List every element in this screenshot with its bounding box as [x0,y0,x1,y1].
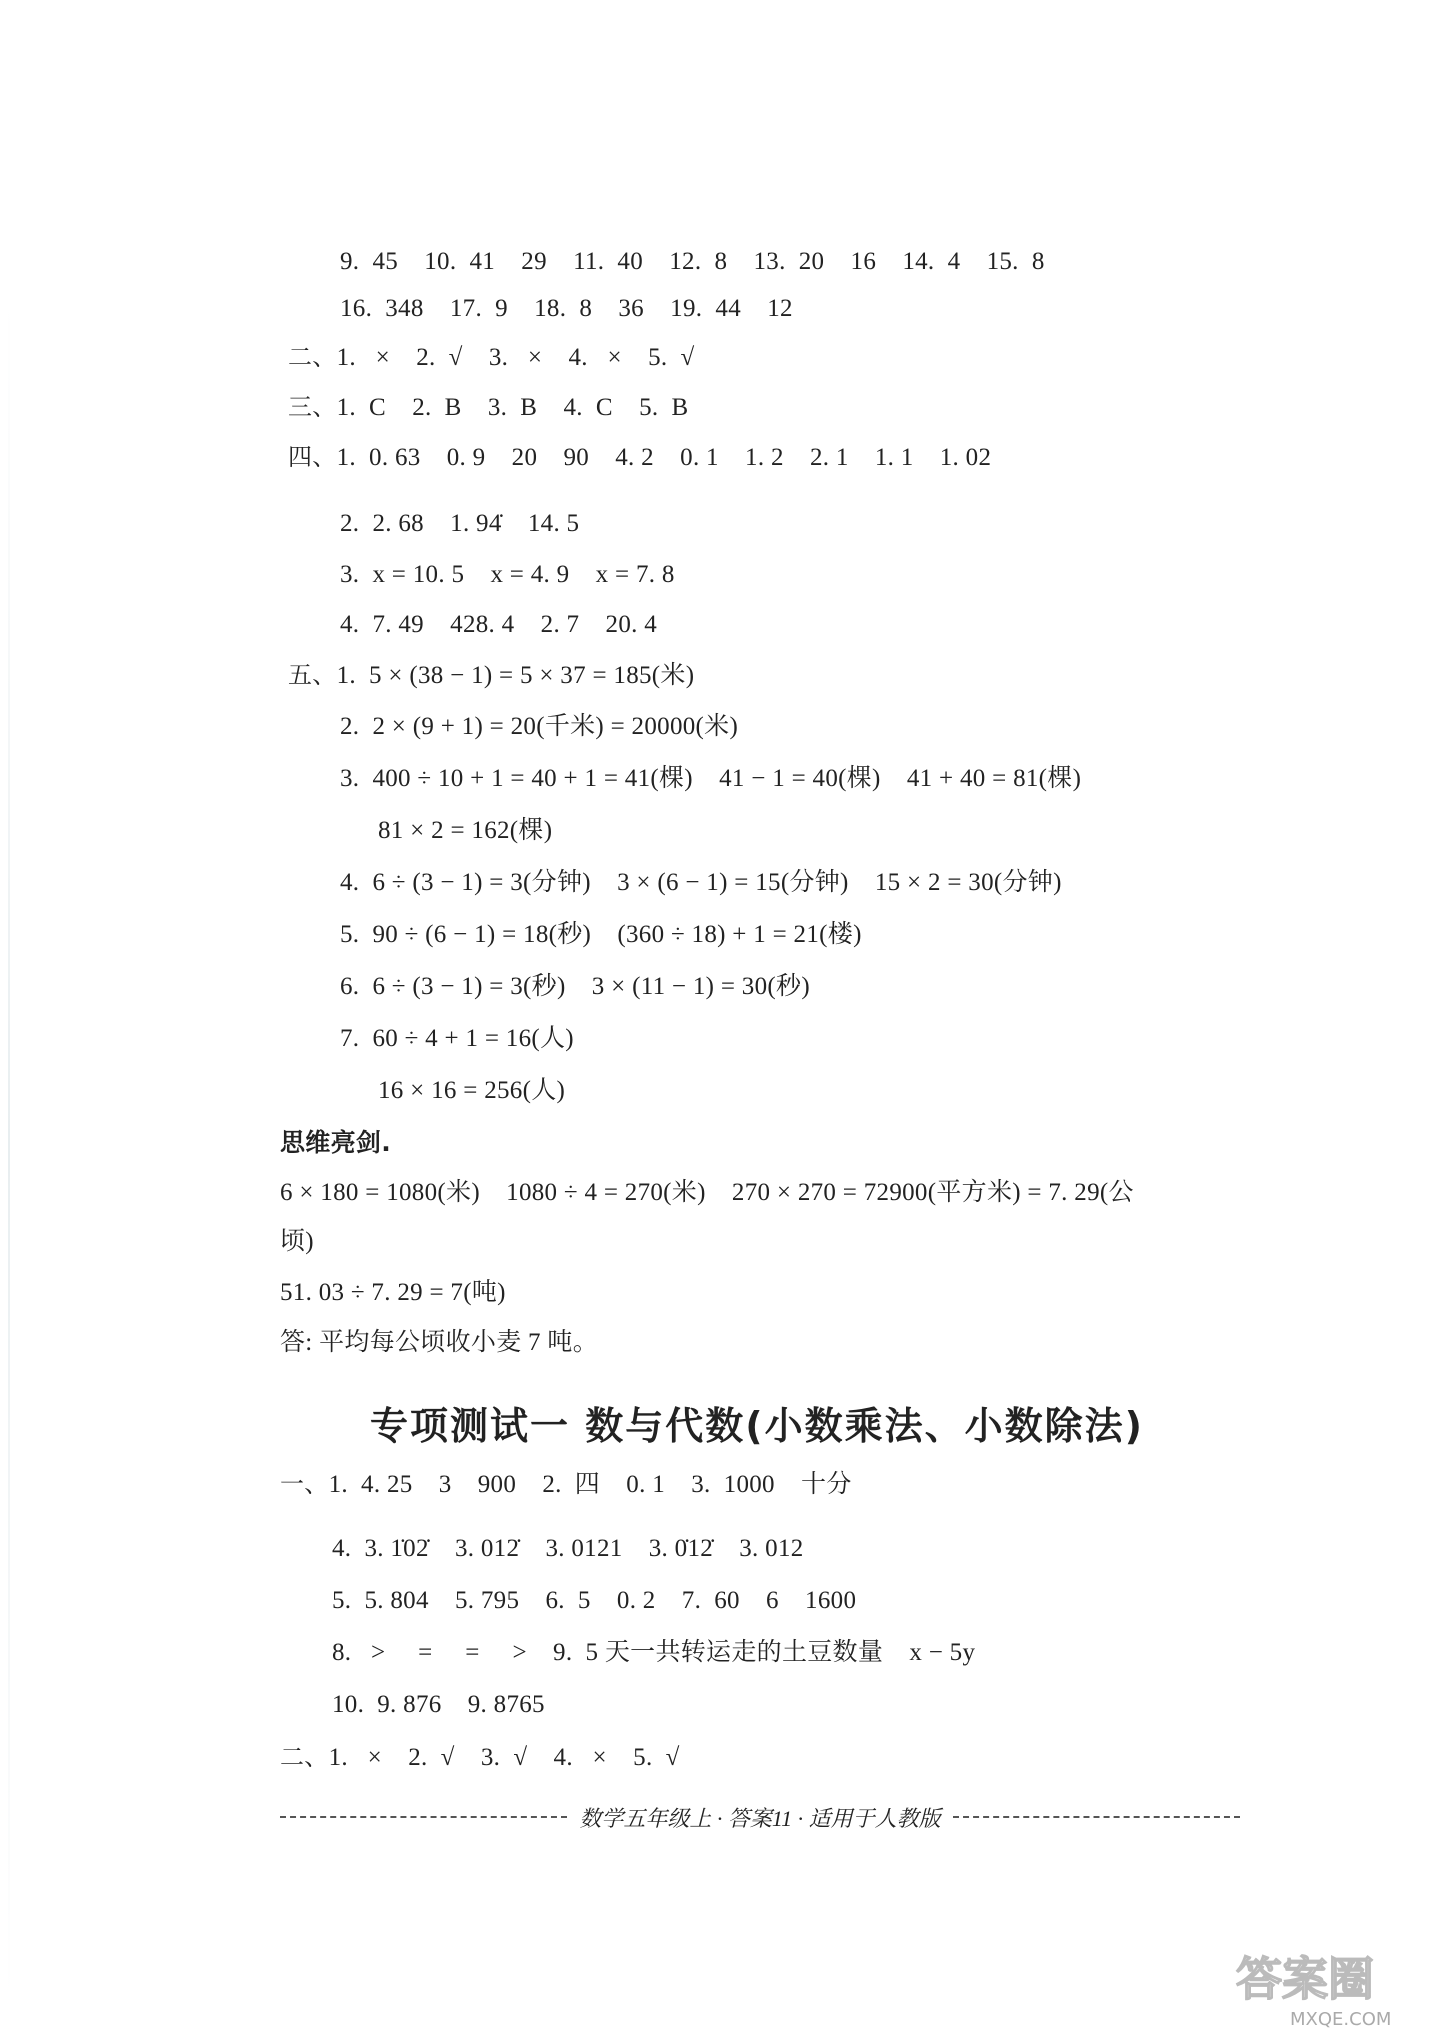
footer-dashes-left [280,1816,567,1818]
watermark-url: MXQE.COM [1290,2009,1392,2030]
answer-text: 5. 5. 804 5. 795 6. 5 0. 2 7. 60 6 1600 [332,1587,857,1614]
answer-line [280,1225,314,1259]
answer-line [340,918,862,952]
section-number: 二、 [288,343,337,371]
answer-line [332,1636,975,1670]
answer-text: 4. 3. 1̇02̇ 3. 012̇ 3. 0121 3. 0̇12̇ 3. 012 [332,1535,804,1562]
answer-text: 答: 平均每公顷收小麦 7 吨。 [280,1329,598,1356]
answer-text: 16 × 16 = 256(人) [378,1077,566,1104]
scan-edge [8,300,10,2000]
answer-line [340,608,657,642]
answer-line [340,970,810,1004]
answer-line [340,558,675,592]
footer-dashes-right [953,1816,1240,1818]
answer-text: 7. 60 ÷ 4 + 1 = 16(人) [340,1025,574,1052]
answer-text: 9. 45 10. 41 29 11. 40 12. 8 13. 20 16 14. 4 15. 8 [340,248,1045,275]
answer-line [340,762,1081,796]
answer-text: 51. 03 ÷ 7. 29 = 7(吨) [280,1279,506,1306]
section-number: 五、 [288,661,337,689]
answer-text: 6 × 180 = 1080(米) 1080 ÷ 4 = 270(米) 270 × 270 = 72900(平方米) = 7. 29(公 [280,1179,1134,1206]
answer-line [378,814,552,848]
answer-line [340,245,1045,279]
answer-line [332,1688,545,1722]
answer-text: 4. 7. 49 428. 4 2. 7 20. 4 [340,611,658,638]
answer-text: 2. 2 × (9 + 1) = 20(千米) = 20000(米) [340,713,739,740]
answer-line [288,340,695,375]
answer-line [288,658,694,693]
answer-text: 6. 6 ÷ (3 − 1) = 3(秒) 3 × (11 − 1) = 30(秒) [340,973,810,1000]
answer-text: 16. 348 17. 9 18. 8 36 19. 44 12 [340,295,793,322]
answer-line [340,1022,574,1056]
answer-line [340,292,793,326]
answer-line [288,440,991,475]
answer-line [280,1740,680,1775]
section-number: 一、 [280,1470,329,1498]
answer-line [280,1176,1134,1210]
answer-text: 8. > = = > 9. 5 天一共转运走的土豆数量 x − 5y [332,1639,976,1666]
answer-line [280,1276,506,1310]
answer-text: 顷) [280,1228,314,1255]
answer-text: 1. 4. 25 3 900 2. 四 0. 1 3. 1000 十分 [328,1471,852,1498]
answer-line [340,866,1062,900]
answer-text: 1. 5 × (38 − 1) = 5 × 37 = 185(米) [336,662,695,689]
section-number: 三、 [288,393,337,421]
answer-text: 81 × 2 = 162(棵) [378,817,553,844]
answer-text: 10. 9. 876 9. 8765 [332,1691,545,1718]
section-number: 四、 [288,443,337,471]
answer-line [340,507,579,541]
answer-text: 3. 400 ÷ 10 + 1 = 40 + 1 = 41(棵) 41 − 1 = 40(棵) 41 + 40 = 81(棵) [340,765,1082,792]
answer-text: 3. x = 10. 5 x = 4. 9 x = 7. 8 [340,561,675,588]
answer-text: 5. 90 ÷ (6 − 1) = 18(秒) (360 ÷ 18) + 1 = 21(楼) [340,921,862,948]
answer-text: 4. 6 ÷ (3 − 1) = 3(分钟) 3 × (6 − 1) = 15(分钟) 15 × 2 = 30(分钟) [340,869,1062,896]
answer-text: 1. × 2. √ 3. √ 4. × 5. √ [328,1744,680,1771]
answer-line [332,1584,856,1618]
answer-text: 1. C 2. B 3. B 4. C 5. B [336,394,689,421]
answer-line [280,1467,852,1502]
footer-text: 数学五年级上 · 答案11 · 适用于人教版 [579,1805,941,1831]
watermark-logo [1228,1945,1438,2032]
answer-line [280,1326,598,1360]
section-heading: 专项测试一 数与代数(小数乘法、小数除法) [370,1404,1144,1448]
answer-line [340,710,738,744]
watermark-text: 答案圈 [1236,1952,1374,2006]
answer-text: 1. × 2. √ 3. × 4. × 5. √ [336,344,695,371]
answer-text: 1. 0. 63 0. 9 20 90 4. 2 0. 1 1. 2 2. 1 1. 1 1. 02 [336,444,992,471]
answer-line [378,1074,565,1108]
page-footer [280,1800,1240,1834]
answer-line [288,390,689,425]
answer-text: 2. 2. 68 1. 94̇ 14. 5 [340,510,580,537]
answer-line [332,1532,804,1566]
thinking-sword-label: 思维亮剑. [280,1128,391,1157]
section-number: 二、 [280,1743,329,1771]
